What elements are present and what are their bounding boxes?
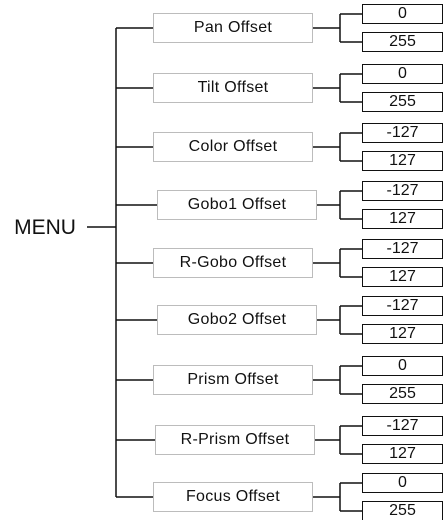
max-value-box: 127 bbox=[362, 444, 443, 464]
min-value-box: -127 bbox=[362, 416, 443, 436]
min-value-box: 0 bbox=[362, 356, 443, 376]
min-value-box: -127 bbox=[362, 123, 443, 143]
min-value-box: 0 bbox=[362, 473, 443, 493]
max-value-box: 255 bbox=[362, 92, 443, 112]
menu-item-box: Pan Offset bbox=[153, 13, 313, 43]
menu-item-box: Tilt Offset bbox=[153, 73, 313, 103]
max-value-box: 127 bbox=[362, 209, 443, 229]
menu-item-box: Gobo1 Offset bbox=[157, 190, 317, 220]
max-value-box: 127 bbox=[362, 324, 443, 344]
max-value-box: 127 bbox=[362, 151, 443, 171]
menu-item-box: Prism Offset bbox=[153, 365, 313, 395]
min-value-box: -127 bbox=[362, 181, 443, 201]
menu-root-label: MENU bbox=[14, 216, 76, 239]
max-value-box: 255 bbox=[362, 32, 443, 52]
max-value-box: 127 bbox=[362, 267, 443, 287]
max-value-box: 255 bbox=[362, 384, 443, 404]
menu-item-box: Focus Offset bbox=[153, 482, 313, 512]
min-value-box: -127 bbox=[362, 296, 443, 316]
min-value-box: -127 bbox=[362, 239, 443, 259]
min-value-box: 0 bbox=[362, 64, 443, 84]
menu-item-box: Gobo2 Offset bbox=[157, 305, 317, 335]
min-value-box: 0 bbox=[362, 4, 443, 24]
menu-item-box: Color Offset bbox=[153, 132, 313, 162]
max-value-box: 255 bbox=[362, 501, 443, 520]
menu-item-box: R-Prism Offset bbox=[155, 425, 315, 455]
menu-item-box: R-Gobo Offset bbox=[153, 248, 313, 278]
